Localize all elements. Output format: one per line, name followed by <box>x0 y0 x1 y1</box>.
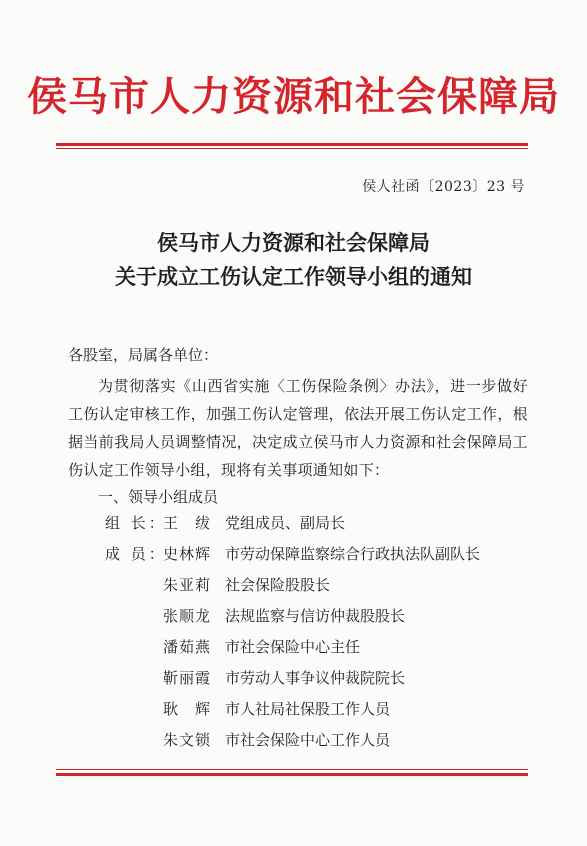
member-name: 朱文锁 <box>163 731 212 749</box>
member-name: 张顺龙 <box>163 607 212 625</box>
member-row <box>105 510 345 536</box>
member-role: 组 长： <box>105 514 167 532</box>
member-row <box>105 665 405 691</box>
member-row <box>105 634 360 660</box>
member-name: 靳丽霞 <box>163 669 212 687</box>
section-heading-members: 一、领导小组成员 <box>98 488 219 506</box>
member-row <box>105 603 405 629</box>
header-rule-thick <box>56 143 528 146</box>
body-paragraph: 为贯彻落实《山西省实施〈工伤保险条例〉办法》，进一步做好工伤认定审核工作，加强工伤认定管理，依法开展工伤认定工作，根据当前我局人员调整情况，决定成立侯马市人力资源和社会保障局工伤认定工作领导小组，现将有关事项通知如下： <box>68 377 528 479</box>
document-number: 侯人社函〔2023〕23 号 <box>362 179 525 195</box>
title-line-2: 关于成立工伤认定工作领导小组的通知 <box>115 264 472 289</box>
member-name: 王 绂 <box>163 514 212 532</box>
member-name: 耿 辉 <box>163 700 212 718</box>
member-name: 潘茹燕 <box>163 638 212 656</box>
member-title: 法规监察与信访仲裁股股长 <box>225 607 406 625</box>
member-name: 朱亚莉 <box>163 576 212 594</box>
title-line-1: 侯马市人力资源和社会保障局 <box>157 230 430 255</box>
member-row <box>105 541 480 567</box>
footer-rule-thin <box>56 769 528 770</box>
member-title: 市劳动人事争议仲裁院院长 <box>225 669 406 687</box>
member-row <box>105 727 390 753</box>
member-title: 市社会保险中心主任 <box>225 638 361 656</box>
footer-rule-thick <box>56 773 528 776</box>
member-name: 史林辉 <box>163 545 212 563</box>
member-role: 成 员： <box>105 545 167 563</box>
member-row <box>105 696 390 722</box>
member-title: 社会保险股股长 <box>225 576 331 594</box>
member-row <box>105 572 330 598</box>
salutation: 各股室，局属各单位： <box>68 346 219 364</box>
member-title: 党组成员、副局长 <box>225 514 346 532</box>
member-title: 市人社局社保股工作人员 <box>225 700 391 718</box>
agency-masthead: 侯马市人力资源和社会保障局 <box>27 73 560 120</box>
member-title: 市社会保险中心工作人员 <box>225 731 391 749</box>
header-rule-thin <box>56 148 528 149</box>
member-title: 市劳动保障监察综合行政执法队副队长 <box>225 545 481 563</box>
